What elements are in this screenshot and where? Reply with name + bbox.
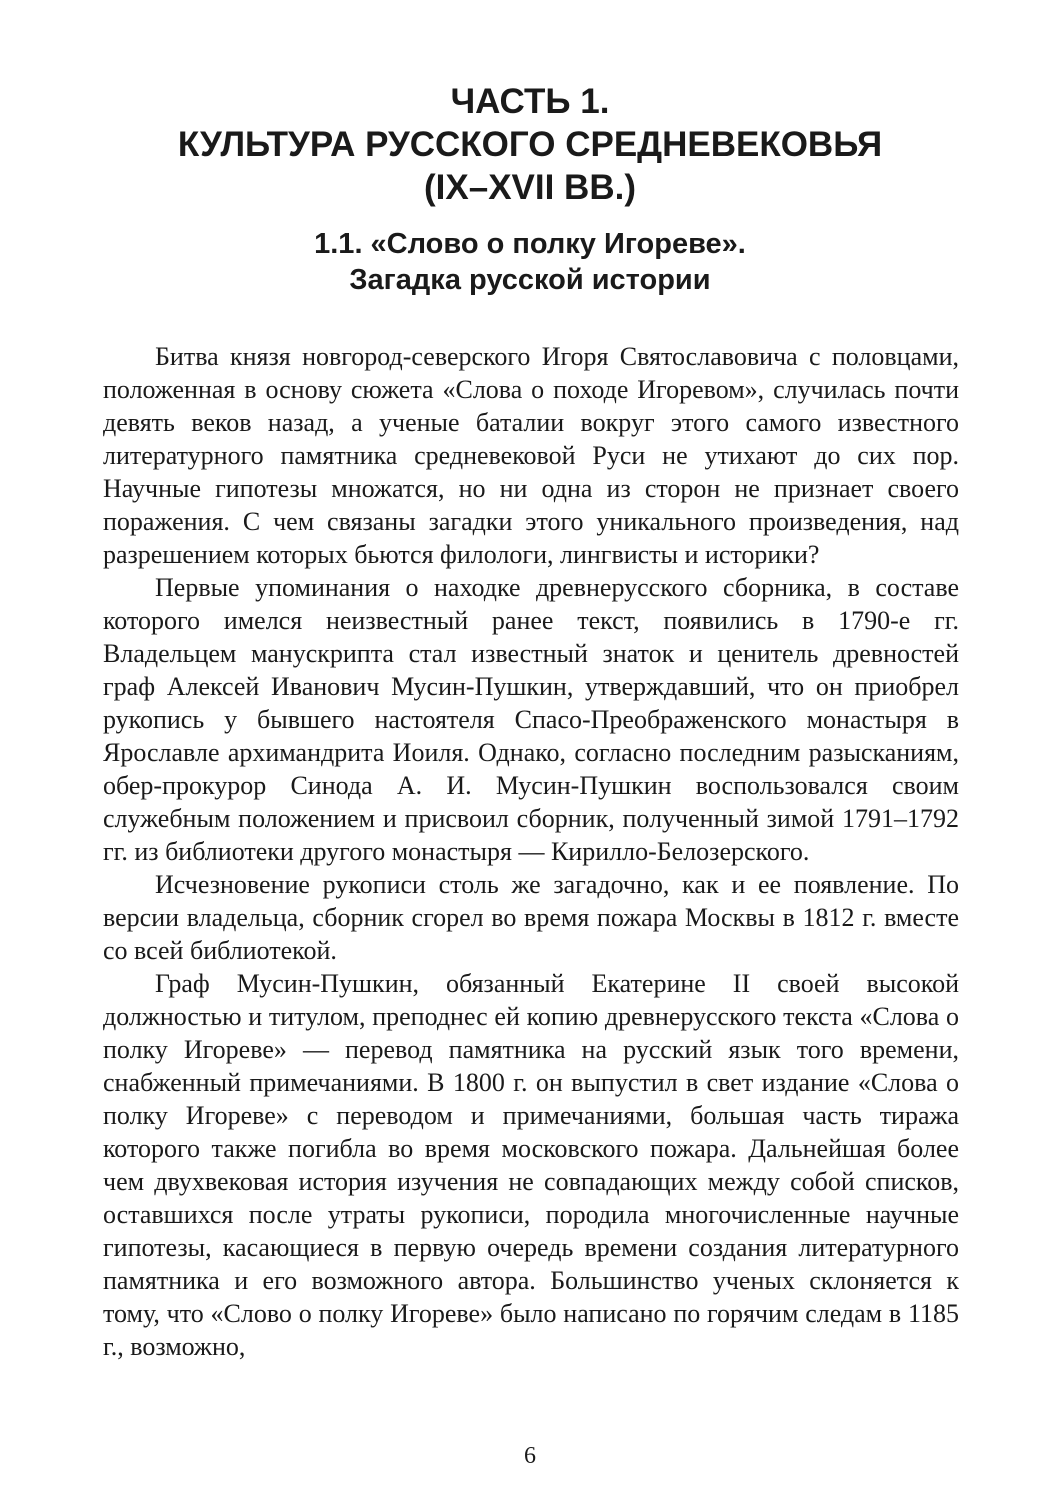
paragraph: Исчезновение рукописи столь же загадочно, как и ее появление. По версии владельца, сборник сгорел во время пожара Москвы в 1812 г. вместе со всей библиотекой. (103, 870, 959, 965)
part-heading-line-1: ЧАСТЬ 1. (450, 82, 610, 121)
paragraph: Первые упоминания о находке древнерусского сборника, в составе которого имелся неизвестный ранее текст, появились в 1790-е гг. Владельцем манускрипта стал известный знаток и ценитель древностей граф Алексей Иванович Мусин-Пушкин, утверждавший, что он приобрел рукопись у бывшего настоятеля Спасо-Преображенского монастыря в Ярославле архимандрита Иоиля. Однако, согласно последним разысканиям, обер-прокурор Синода А. И. Мусин-Пушкин воспользовался своим служебным положением и присвоил сборник, полученный зимой 1791–1792 гг. из библиотеки другого монастыря — Кирилло-Белозерского. (103, 573, 959, 866)
part-heading-line-3: (IX–XVII ВВ.) (424, 168, 636, 207)
section-heading-line-2: Загадка русской истории (349, 264, 711, 296)
section-heading (100, 226, 960, 298)
section-heading-line-1: 1.1. «Слово о полку Игореве». (314, 228, 746, 260)
body-text (103, 340, 959, 1363)
paragraph: Битва князя новгород-северского Игоря Святославовича с половцами, положенная в основу сюжета «Слова о походе Игоревом», случилась почти девять веков назад, а ученые баталии вокруг этого самого известного литературного памятника средневековой Руси не утихают до сих пор. Научные гипотезы множатся, но ни одна из сторон не признает своего поражения. С чем связаны загадки этого уникального произведения, над разрешением которых бьются филологи, лингвисты и историки? (103, 342, 959, 569)
page-number: 6 (524, 1443, 536, 1469)
paragraph: Граф Мусин-Пушкин, обязанный Екатерине II своей высокой должностью и титулом, преподнес ей копию древнерусского текста «Слова о полку Игореве» — перевод памятника на русский язык того времени, снабженный примечаниями. В 1800 г. он выпустил в свет издание «Слова о полку Игореве» с переводом и примечаниями, большая часть тиража которого также погибла во время московского пожара. Дальнейшая более чем двухвековая история изучения не совпадающих между собой списков, оставшихся после утраты рукописи, породила многочисленные научные гипотезы, касающиеся в первую очередь времени создания литературного памятника и его возможного автора. Большинство ученых склоняется к тому, что «Слово о полку Игореве» было написано по горячим следам в 1185 г., возможно, (103, 969, 959, 1361)
part-heading (100, 80, 960, 209)
part-heading-line-2: КУЛЬТУРА РУССКОГО СРЕДНЕВЕКОВЬЯ (177, 125, 883, 164)
